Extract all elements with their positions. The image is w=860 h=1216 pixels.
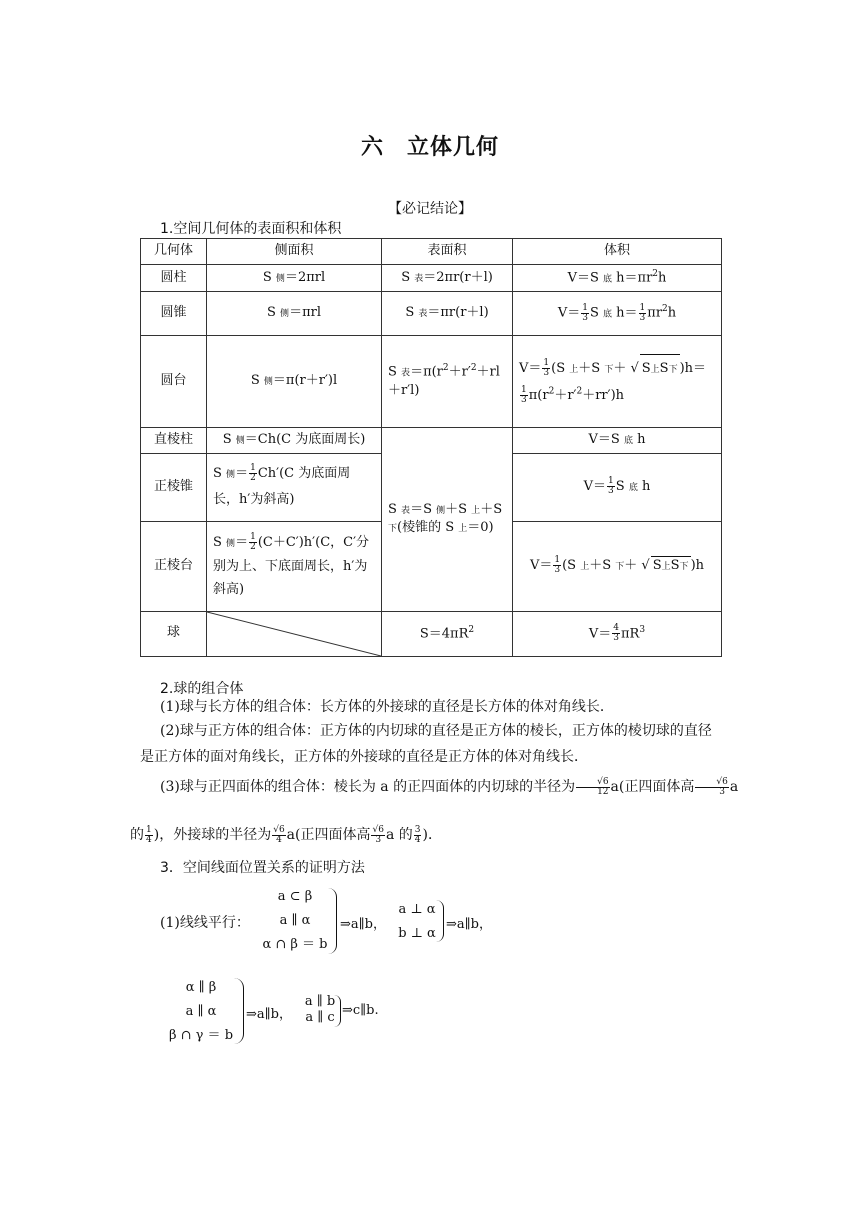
formula-cell: S 侧＝π(r＋r′)l — [207, 336, 382, 428]
parallel-label: (1)线线平行： — [160, 915, 250, 931]
formula-cell: V＝ $\frac{1}{3}$ S 底 h＝ $\frac{1}{3}$ $\pi r^2h$ — [513, 292, 722, 336]
row-label: 圆台 — [141, 336, 207, 428]
row-label: 圆柱 — [141, 264, 207, 291]
condition-system-3: α ∥ β a ∥ α β ∩ γ ＝ b — [168, 980, 234, 1043]
condition-system-2: a ⊥ α b ⊥ α — [398, 902, 436, 941]
formula-cell: V＝S 底 h — [513, 428, 722, 454]
right-brace-icon — [234, 978, 244, 1044]
header-cell: 侧面积 — [207, 239, 382, 265]
diagonal-line-icon — [207, 612, 381, 656]
table-row — [141, 336, 722, 428]
formula-cell: V＝ $\frac{1}{3}$ S 底 h — [513, 453, 722, 521]
formula-cell: S 表＝πr(r＋l) — [382, 292, 513, 336]
header-cell: 几何体 — [141, 239, 207, 265]
formula-cell: S 侧＝ $\frac{1}{2}$ Ch′(C 为底面周长，h′为斜高) — [207, 453, 382, 521]
table-row — [141, 292, 722, 336]
subheading-proof-methods: 3．空间线面位置关系的证明方法 — [160, 860, 365, 876]
table-header-row — [141, 239, 722, 265]
condition-system-1: a ⊂ β a ∥ α α ∩ β ＝ b — [262, 889, 328, 952]
paragraph-2: (2)球与正方体的组合体：正方体的内切球的直径是正方体的棱长，正方体的棱切球的直径是正方体的面对角线长，正方体的外接球的直径是正方体的体对角线长． — [140, 723, 712, 765]
implication: ⇒c∥b. — [342, 1003, 379, 1018]
empty-cell — [207, 611, 382, 656]
formula-cell: S 表＝2πr(r＋l) — [382, 264, 513, 291]
row-label: 正棱锥 — [141, 453, 207, 521]
subheading-surface-volume: 1.空间几何体的表面积和体积 — [160, 221, 342, 237]
paragraph-3-cont: 的 $\frac{1}{4}$ )，外接球的半径为 $\frac{√6}{4}$ a(正四面体高 $\frac{√6}{3}$ a 的 $\frac{3}{4}$ )． — [130, 824, 442, 845]
header-cell: 体积 — [513, 239, 722, 265]
formula-cell: V＝S 底 $h=\pi r^2h$ — [513, 264, 722, 291]
condition-system-4: a ∥ b a ∥ c — [304, 994, 336, 1025]
formula-cell: S 侧＝πrl — [207, 292, 382, 336]
right-brace-icon — [436, 900, 444, 942]
row-label: 圆锥 — [141, 292, 207, 336]
formula-cell: V＝ $\frac{4}{3}$ $\pi R^3$ — [513, 611, 722, 656]
implication: ⇒a∥b， — [340, 917, 386, 932]
table-row — [141, 611, 722, 656]
paragraph-3: (3)球与正四面体的组合体：棱长为 a 的正四面体的内切球的半径为 $\frac{√6}{12}$ a(正四面体高 $\frac{√6}{3}$ a — [160, 776, 739, 797]
formula-cell: S 侧＝Ch(C 为底面周长) — [207, 428, 382, 454]
formula-cell: V＝ $\frac{1}{3}$ (S 上＋S 下＋ √ S上S下 )h＝ $\frac{1}{3}$ $\pi(r^2+r'^2+rr')h$ — [513, 336, 722, 428]
row-label: 正棱台 — [141, 521, 207, 611]
subheading-sphere-combo: 2.球的组合体 — [160, 681, 244, 697]
right-brace-icon — [334, 995, 341, 1027]
implication: ⇒a∥b， — [246, 1007, 292, 1022]
implication: ⇒a∥b， — [446, 917, 492, 932]
formula-cell: $S=4\pi R^2$ — [382, 611, 513, 656]
formula-cell: V＝ $\frac{1}{3}$ (S 上＋S 下＋ √ S上S下 )h — [513, 521, 722, 611]
table-row — [141, 264, 722, 291]
formula-cell: S 表＝S 侧＋S 上＋S 下(棱锥的 S 上＝0) — [382, 428, 513, 612]
section-heading: 【必记结论】 — [388, 201, 472, 217]
formula-table — [140, 238, 722, 657]
page-title: 六 立体几何 — [360, 134, 499, 160]
formula-cell: S 侧＝2πrl — [207, 264, 382, 291]
paragraph-1: (1)球与长方体的组合体：长方体的外接球的直径是长方体的体对角线长． — [160, 699, 614, 715]
header-cell: 表面积 — [382, 239, 513, 265]
formula-cell: S 表$=\pi(r^2+r'^2+rl+r'l)$ — [382, 336, 513, 428]
formula-cell: S 侧＝ $\frac{1}{2}$ (C＋C′)h′(C，C′分别为上、下底面周长，h′为斜高) — [207, 521, 382, 611]
table-row — [141, 428, 722, 454]
row-label: 直棱柱 — [141, 428, 207, 454]
row-label: 球 — [141, 611, 207, 656]
right-brace-icon — [328, 888, 337, 954]
